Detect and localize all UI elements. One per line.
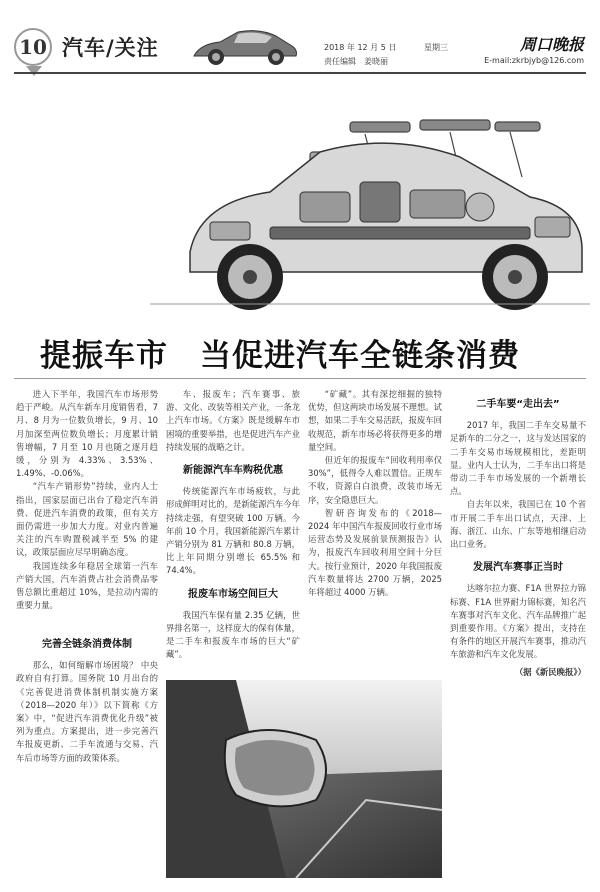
header-meta bbox=[324, 36, 584, 72]
page-number-badge bbox=[14, 28, 52, 66]
sports-car-icon bbox=[190, 22, 300, 70]
front-wheel bbox=[217, 244, 283, 310]
subheading: 发展汽车赛事正当时 bbox=[473, 562, 563, 574]
subheading: 报废车市场空间巨大 bbox=[188, 588, 278, 600]
paragraph: 那么，如何缩解市场困境？ 中央政府自有打算。国务院 10 月出台的《完善促进消费体制机制实施方案（2018—2020 年）》以下简称《方案》中，“促进汽车消费优化升级”被列为重点。方案提出，进一步完善汽车报废更新、二手车流通与交易、汽车后市场等方面的政策体系。 bbox=[16, 660, 158, 763]
subheading: 二手车要“走出去” bbox=[476, 399, 560, 410]
article-column-3 bbox=[308, 388, 442, 688]
paragraph: 达喀尔拉力赛、F1A 世界拉力锦标赛、F1A 世界耐力锦标赛，知名汽车赛事对汽车文化、汽车品牌推广起到重要作用。《方案》提出，支持在有条件的地区开展汽车赛事，推动汽车旅游和汽车文化发展。 bbox=[450, 583, 586, 660]
paragraph: 我国汽车保有量 2.35 亿辆，世界排名第一，这样庞大的保有体量，是二手车和报废车市场的巨大“矿藏”。 bbox=[166, 609, 300, 660]
page-number: 10 bbox=[19, 35, 47, 59]
paragraph: 我国连续多年稳居全球第一汽车产销大国，汽车消费占社会消费品零售总额比重超过 10%，是拉动内需的重要力量。 bbox=[16, 560, 158, 611]
paragraph: 自去年以来，我国已在 10 个省市开展二手车出口试点，天津、上海、浙江、山东、广东等地相继启动出口业务。 bbox=[450, 499, 586, 550]
article-column-4 bbox=[450, 388, 586, 868]
paragraph: “矿藏”。其有深挖细掘的独特优势，但这两块市场发展不理想。试想，如果二手车交易活跃，报废车回收规范，新车市场必将获得更多的增量空间。 bbox=[308, 389, 442, 452]
header-divider bbox=[14, 72, 586, 74]
source-credit: （据《新民晚报》） bbox=[514, 666, 586, 677]
paragraph: 2017 年，我国二手车交易量不足新车的二分之一，这与发达国家的二手车交易市场规模相比，差距明显。业内人士认为，二手车出口将是带动二手车市场发展的一个新增长点。 bbox=[450, 420, 586, 497]
subheading: 完善全链条消费体制 bbox=[42, 639, 132, 650]
paragraph: 车、报废车；汽车赛事、旅游、文化、改装等相关产业，一条龙上汽车市场。《方案》既是缓解车市困境的重要举措，也是促进汽车产业持续发展的战略之计。 bbox=[166, 389, 300, 452]
rear-wheel bbox=[482, 244, 548, 310]
masthead-logo: 周口晚报 bbox=[519, 35, 584, 54]
editor-credit: 责任编辑 姜晓丽 bbox=[324, 57, 388, 66]
editor-email: E-mail:zkrbjyb@126.com bbox=[484, 56, 584, 65]
paragraph: 传统能源汽车市场疲软，与此形成鲜明对比的，是新能源汽车今年持续走强，有望突破 100 万辆。今年前 10 个月，我国新能源汽车累计产销分别为 81 万辆和 80.8 万辆，比上年同期分别增长 65.5% 和 74.4%。 bbox=[166, 486, 300, 576]
article-column-1-lower bbox=[16, 628, 158, 878]
paragraph: “汽车产销形势”持续，业内人士指出，国家层面已出台了稳定汽车消费、促进汽车消费的政策，但有关方面仍需进一步加大力度。对业内普遍关注的汽车购置税减半至 5% 的建议，政策层面应尽早明确态度。 bbox=[16, 481, 158, 558]
paragraph: 但近年的报废车“回收利用率仅 30%”，低得令人难以置信。正规车不收，资源白白浪费，改装市场无序，安全隐患巨大。 bbox=[308, 455, 442, 505]
issue-weekday: 星期三 bbox=[424, 43, 448, 52]
section-title: 汽车/关注 bbox=[62, 35, 159, 60]
paragraph: 进入下半年，我国汽车市场形势趋于严峻。从汽车新车月度销售看，7 月、8 月为一位数负增长，9 月、10 月加深至两位数负增长；月度累计销售增幅，7 月至 10 月也随之逐月趋缓，分别为 4.33%、3.53%、1.49%、-0.06%。 bbox=[16, 389, 158, 479]
main-headline: 提振车市 当促进汽车全链条消费 bbox=[40, 338, 520, 374]
car-side-mirror-photo bbox=[166, 680, 442, 878]
page-header bbox=[0, 0, 600, 80]
article-column-2 bbox=[166, 388, 300, 678]
headline-divider bbox=[14, 378, 586, 379]
subheading: 新能源汽车车购税优惠 bbox=[183, 465, 283, 477]
issue-date: 2018 年 12 月 5 日 bbox=[324, 43, 397, 52]
paragraph: 智研咨询发布的《2018—2024 年中国汽车报废回收行业市场运营态势及发展前景预测报告》认为，报废汽车回收利用空间十分巨大。按行业预计，2020 年我国报废汽车数量将达 2700 万辆，2025 年将超过 4000 万辆。 bbox=[308, 507, 442, 598]
car-parts-illustration bbox=[150, 82, 590, 312]
